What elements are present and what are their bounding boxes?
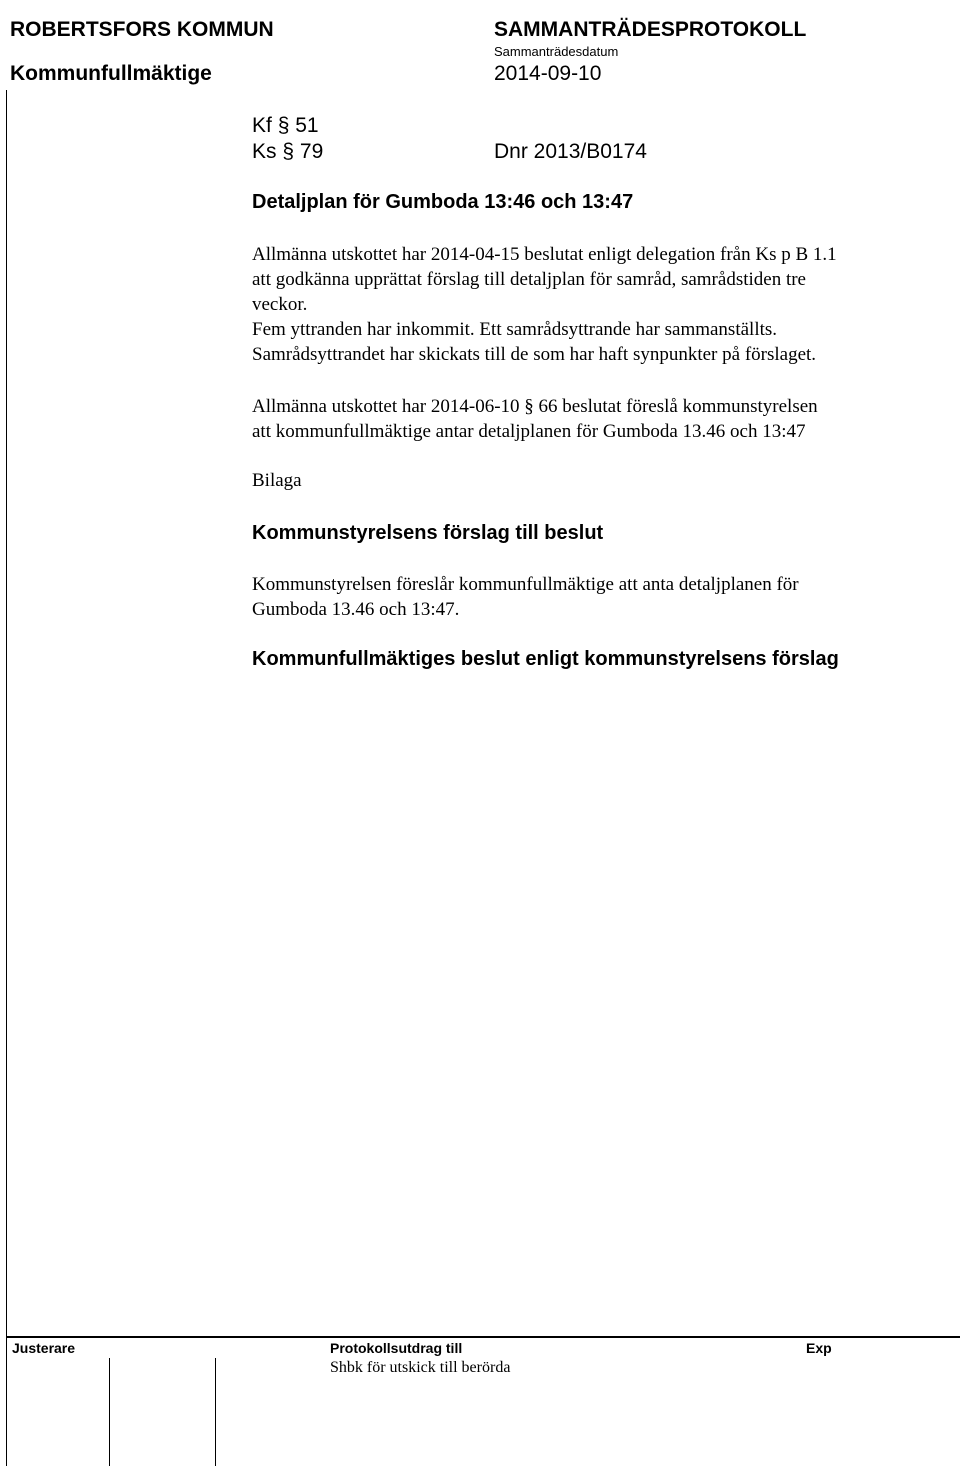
left-border-line [6,90,7,1466]
ks-number: 79 [299,140,324,163]
text-line [252,394,942,419]
text-line: Kommunstyrelsen föreslår kommunfullmäktige att anta detaljplanen för [252,574,799,595]
diary-number: Dnr 2013/B0174 [494,140,647,163]
ks-label: Ks [252,140,277,163]
section-sign: § [282,140,295,163]
document-type: SAMMANTRÄDESPROTOKOLL [494,18,807,41]
footer-divider [6,1336,960,1338]
decision-heading: Kommunfullmäktiges beslut enligt kommunstyrelsens förslag [252,648,839,670]
text-line: veckor. [252,294,308,315]
text-segment: 66 beslutat föreslå kommunstyrelsen [538,396,818,417]
committee-paragraph [252,394,942,444]
section-sign: § [524,396,534,417]
kf-reference [252,114,319,138]
attachment-label: Bilaga [252,470,302,491]
footer-recipients: Shbk för utskick till berörda [330,1359,511,1376]
footer-justerare-label: Justerare [12,1340,76,1356]
kf-number: 51 [295,114,319,137]
signature-box-divider [109,1358,110,1466]
proposal-paragraph [252,572,942,622]
footer-exp-label: Exp [806,1340,832,1356]
meeting-date: 2014-09-10 [494,62,602,85]
municipality-name: ROBERTSFORS KOMMUN [10,18,274,41]
ks-reference [252,140,323,164]
text-segment: Allmänna utskottet har 2014-06-10 [252,396,520,417]
section-sign: § [277,114,290,137]
proposal-heading: Kommunstyrelsens förslag till beslut [252,522,604,544]
body-name: Kommunfullmäktige [10,62,212,85]
text-line: att kommunfullmäktige antar detaljplanen för Gumboda 13.46 och 13:47 [252,421,806,442]
text-line: Samrådsyttrandet har skickats till de som har haft synpunkter på förslaget. [252,344,817,365]
meeting-date-label: Sammanträdesdatum [494,44,619,59]
text-line: Gumboda 13.46 och 13:47. [252,599,460,620]
text-line: Fem yttranden har inkommit. Ett samrådsyttrande har sammanställts. [252,319,778,340]
background-paragraph [252,242,942,367]
text-line: att godkänna upprättat förslag till detaljplan för samråd, samrådstiden tre [252,269,806,290]
item-title: Detaljplan för Gumboda 13:46 och 13:47 [252,191,634,213]
text-line: Allmänna utskottet har 2014-04-15 beslutat enligt delegation från Ks p B 1.1 [252,244,837,265]
kf-label: Kf [252,114,272,137]
footer-protokollsutdrag-label: Protokollsutdrag till [330,1340,463,1356]
signature-box-divider [215,1358,216,1466]
